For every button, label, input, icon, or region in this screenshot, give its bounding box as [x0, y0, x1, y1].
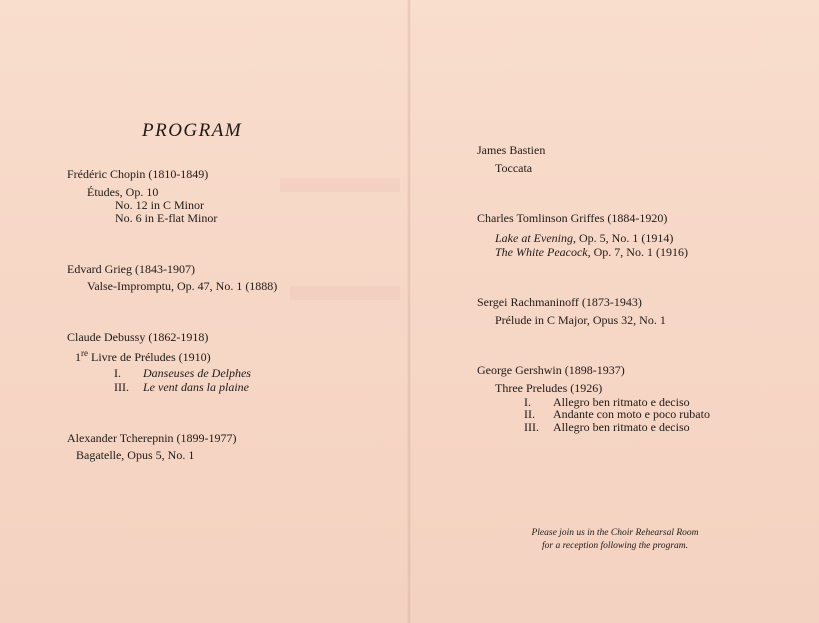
debussy-item-1 [114, 366, 251, 380]
rachmaninoff-composer: Sergei Rachmaninoff (1873-1943) [477, 295, 642, 309]
bastien-work: Toccata [495, 161, 533, 175]
debussy-item-1-title: Danseuses de Delphes [143, 366, 251, 380]
griffes-item-2-title: The White Peacock [495, 245, 588, 259]
debussy-work [75, 350, 211, 364]
grieg-composer: Edvard Grieg (1843-1907) [67, 262, 195, 276]
chopin-item-1: No. 12 in C Minor [115, 198, 205, 212]
gershwin-item-3-title: Allegro ben ritmato e deciso [553, 420, 690, 434]
chopin-item-2: No. 6 in E-flat Minor [115, 211, 218, 225]
debussy-work-prefix: 1 [75, 350, 81, 364]
left-page [0, 0, 409, 623]
gershwin-item-2-title: Andante con moto e poco rubato [553, 407, 710, 421]
bleed-through-shadow [280, 178, 400, 192]
griffes-item-1 [495, 231, 673, 245]
program-title: PROGRAM [142, 120, 243, 141]
debussy-item-1-numeral: I. [114, 366, 121, 380]
gershwin-item-2-numeral: II. [524, 407, 535, 421]
griffes-item-2 [495, 245, 688, 259]
rachmaninoff-work: Prélude in C Major, Opus 32, No. 1 [495, 313, 666, 327]
grieg-work: Valse-Impromptu, Op. 47, No. 1 (1888) [87, 279, 278, 293]
reception-note-line-1: Please join us in the Choir Rehearsal Room [531, 528, 699, 538]
gershwin-item-3-numeral: III. [524, 420, 539, 434]
debussy-item-2-numeral: III. [114, 380, 129, 394]
bastien-composer: James Bastien [477, 143, 546, 157]
tcherepnin-composer: Alexander Tcherepnin (1899-1977) [67, 431, 237, 445]
griffes-item-2-rest: , Op. 7, No. 1 (1916) [587, 245, 688, 259]
gershwin-composer: George Gershwin (1898-1937) [477, 363, 625, 377]
page-fold [407, 0, 411, 623]
griffes-item-1-rest: , Op. 5, No. 1 (1914) [572, 231, 674, 245]
chopin-work: Études, Op. 10 [87, 185, 159, 199]
gershwin-item-2 [524, 407, 710, 421]
chopin-composer: Frédéric Chopin (1810-1849) [67, 167, 209, 181]
griffes-composer: Charles Tomlinson Griffes (1884-1920) [477, 211, 668, 225]
debussy-item-2-title: Le vent dans la plaine [143, 380, 249, 394]
debussy-composer: Claude Debussy (1862-1918) [67, 330, 209, 344]
gershwin-work: Three Preludes (1926) [495, 381, 603, 395]
tcherepnin-work: Bagatelle, Opus 5, No. 1 [76, 448, 195, 462]
griffes-item-1-title: Lake at Evening [495, 231, 573, 245]
gershwin-item-1-numeral: I. [524, 395, 531, 409]
debussy-work-rest: Livre de Préludes (1910) [88, 350, 211, 364]
bleed-through-shadow [290, 286, 400, 300]
reception-note-line-2: for a reception following the program. [541, 541, 688, 551]
debussy-item-2 [114, 380, 249, 394]
gershwin-item-3 [524, 420, 690, 434]
debussy-work-superscript: re [81, 348, 88, 358]
gershwin-item-1-title: Allegro ben ritmato e deciso [553, 395, 690, 409]
